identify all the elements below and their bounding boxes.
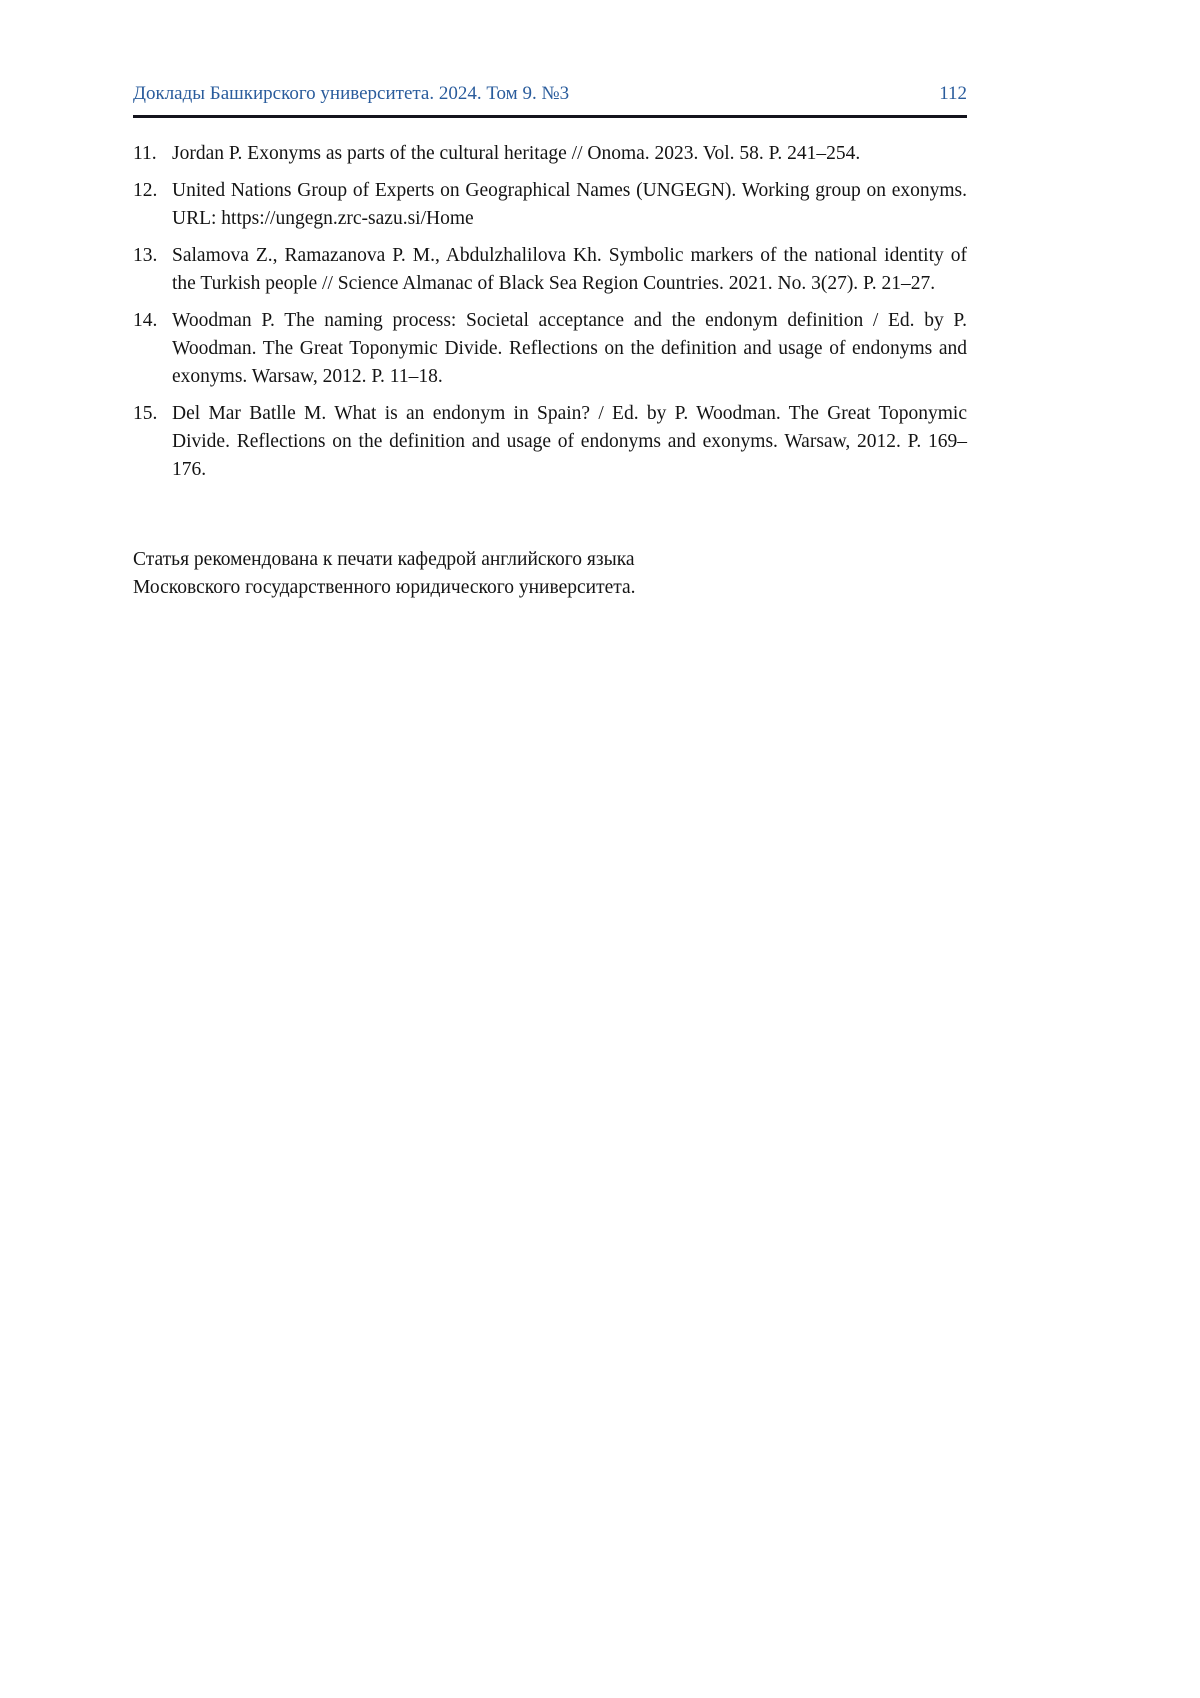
reference-item bbox=[133, 400, 967, 484]
reference-text: United Nations Group of Experts on Geographical Names (UNGEGN). Working group on exonyms. URL: https://ungegn.zrc-sazu.si/Home bbox=[172, 180, 967, 229]
reference-item bbox=[133, 242, 967, 298]
reference-number: 13. bbox=[133, 245, 158, 266]
reference-item bbox=[133, 177, 967, 233]
reference-number: 12. bbox=[133, 180, 158, 201]
recommendation-note bbox=[133, 546, 967, 602]
page-header bbox=[133, 82, 967, 106]
reference-number: 14. bbox=[133, 310, 158, 331]
note-line: Статья рекомендована к печати кафедрой английского языка bbox=[133, 549, 635, 570]
reference-text: Woodman P. The naming process: Societal acceptance and the endonym definition / Ed. by P. Woodman. The Great Toponymic Divide. Reflections on the definition and usage of endonyms and exonyms. Warsaw, 2012. P. 11–18. bbox=[172, 310, 967, 387]
page-number: 112 bbox=[939, 83, 967, 104]
journal-title: Доклады Башкирского университета. 2024. Том 9. №3 bbox=[133, 83, 570, 104]
reference-text: Del Mar Batlle M. What is an endonym in Spain? / Ed. by P. Woodman. The Great Toponymic Divide. Reflections on the definition and usage of endonyms and exonyms. Warsaw, 2012. P. 169–176. bbox=[172, 403, 967, 480]
reference-item bbox=[133, 307, 967, 391]
reference-number: 15. bbox=[133, 403, 158, 424]
reference-number: 11. bbox=[133, 143, 157, 164]
references-list bbox=[133, 140, 967, 484]
header-rule bbox=[133, 115, 967, 118]
reference-text: Salamova Z., Ramazanova P. M., Abdulzhalilova Kh. Symbolic markers of the national identity of the Turkish people // Science Almanac of Black Sea Region Countries. 2021. No. 3(27). P. 21–27. bbox=[172, 245, 967, 294]
reference-text: Jordan P. Exonyms as parts of the cultural heritage // Onoma. 2023. Vol. 58. P. 241–254. bbox=[172, 143, 861, 164]
note-line: Московского государственного юридического университета. bbox=[133, 577, 636, 598]
reference-item bbox=[133, 140, 967, 168]
